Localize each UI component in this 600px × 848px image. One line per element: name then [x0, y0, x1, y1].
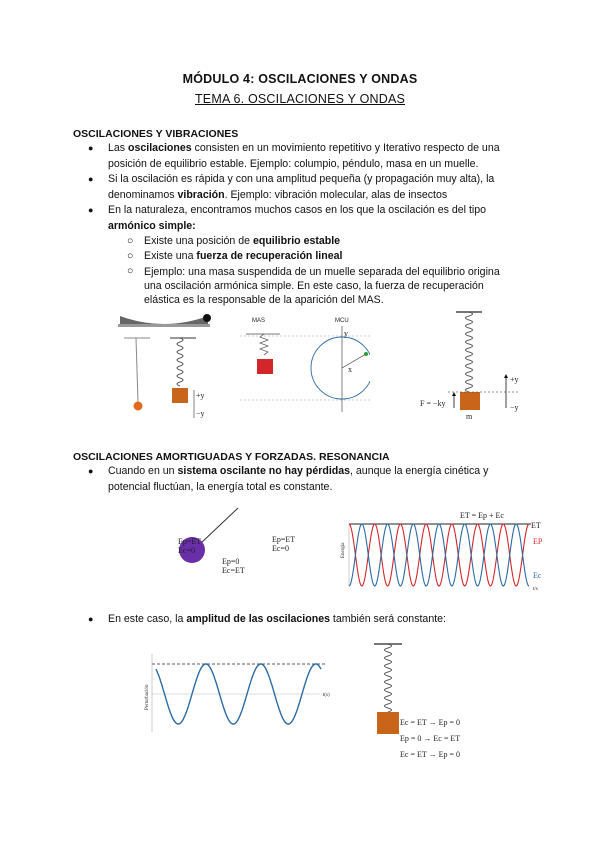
energy-label-top2: Ec=0 — [178, 546, 195, 555]
swing-track — [120, 316, 208, 324]
spring-mass — [172, 388, 188, 403]
swing-ball — [203, 314, 211, 322]
energy-label-bot2: Ec=ET — [222, 566, 245, 575]
text: consisten en un movimiento repetitivo y Iterativo respecto de una — [191, 142, 500, 154]
energy-label-top1: Ep=ET — [178, 537, 202, 546]
text: Ejemplo: una masa suspendida de un muelle separada del equilibrio origina — [144, 266, 500, 278]
bold-text: oscilaciones — [128, 142, 192, 154]
ec-curve — [349, 524, 529, 586]
bold-text: equilibrio estable — [252, 235, 341, 247]
mas-label: MAS — [252, 318, 266, 324]
subbullet-equilibrio — [127, 234, 341, 250]
text: denominamos — [108, 188, 178, 201]
spring-coil — [385, 644, 392, 712]
plus-y-label: +y — [510, 375, 519, 384]
text: , aunque la energía cinética y — [350, 465, 489, 477]
bullet-vibracion — [88, 172, 528, 201]
spring-coil — [177, 338, 183, 386]
bold-text: sistema oscilante no hay pérdidas — [177, 465, 351, 477]
bold-text: vibración — [177, 188, 225, 201]
energy-label-bot1: Ep=0 — [222, 557, 240, 566]
text: también será constante: — [329, 613, 446, 625]
minus-y-label: −y — [510, 403, 519, 412]
subbullet-fuerza — [127, 249, 343, 265]
mcu-x-label: x — [348, 365, 352, 374]
perturbation-label: Perturbación — [145, 684, 150, 710]
text: posición de equilibrio estable. Ejemplo: columpio, péndulo, masa en un muelle. — [108, 157, 479, 170]
bold-text: fuerza de recuperación lineal — [196, 250, 343, 262]
section-heading-oscilaciones: OSCILACIONES Y VIBRACIONES — [73, 128, 239, 140]
et-label: ET — [531, 521, 541, 530]
mcu-y-label: y — [344, 329, 348, 338]
figure-spring-force — [418, 308, 528, 420]
swing-base — [118, 324, 210, 327]
mcu-circle — [311, 337, 370, 399]
ec-label: Ec — [533, 571, 542, 580]
bullet-dot: ● — [88, 614, 94, 624]
text: Existe una posición de — [144, 235, 253, 247]
energy-row-1: Ec = ET → Ep = 0 — [400, 718, 460, 727]
text: En este caso, la — [108, 613, 187, 625]
text: Si la oscilación es rápida y con una amplitud pequeña (y propagación muy alta), la — [108, 173, 495, 185]
ep-label: EP — [533, 537, 543, 546]
spring-coil — [466, 312, 473, 392]
mcu-label: MCU — [335, 318, 349, 324]
bold-text: armónico simple: — [108, 219, 196, 232]
energy-row-3: Ec = ET → Ep = 0 — [400, 750, 460, 759]
text: una oscilación armónica simple. En este caso, la fuerza de recuperación — [144, 280, 484, 292]
pendulum-bob — [134, 402, 143, 411]
bold-text: amplitud de las oscilaciones — [186, 613, 330, 625]
pendulum-string — [136, 338, 138, 402]
t-label: t(s) — [323, 693, 330, 698]
force-label: F = −ky — [420, 399, 446, 408]
minus-y-label: −y — [196, 409, 205, 418]
figure-energy-curves — [335, 506, 550, 592]
bullet-dot: ● — [88, 143, 94, 153]
bullet-naturaleza — [88, 203, 528, 232]
circle-bullet: ○ — [127, 235, 134, 247]
plus-y-label: +y — [196, 391, 205, 400]
text: . Ejemplo: vibración molecular, alas de insectos — [224, 188, 448, 201]
text: Cuando en un — [108, 465, 178, 477]
bullet-dot: ● — [88, 205, 94, 215]
bullet-sin-perdidas — [88, 464, 528, 493]
circle-bullet: ○ — [127, 250, 134, 262]
figure-mas-mcu — [240, 312, 370, 416]
bullet-dot: ● — [88, 174, 94, 184]
text: Las — [108, 142, 129, 154]
pendulum-rod — [200, 508, 238, 544]
section-heading-amortiguadas: OSCILACIONES AMORTIGUADAS Y FORZADAS. RESONANCIA — [73, 451, 390, 463]
mass-block — [377, 712, 399, 734]
figure-constant-amplitude — [140, 650, 340, 736]
energy-equation: ET = Ep + Ec — [460, 511, 504, 520]
time-label: t/s — [533, 587, 538, 592]
mcu-radius — [342, 354, 366, 368]
energy-label-mid1: Ep=ET — [272, 535, 296, 544]
figure-swing-pendulum-spring — [114, 310, 214, 420]
mass-block — [460, 392, 480, 410]
mcu-point — [364, 352, 368, 356]
figure-spring-energy — [360, 640, 500, 766]
energy-label-mid2: Ec=0 — [272, 544, 289, 553]
mas-spring — [260, 334, 268, 355]
ep-curve — [349, 524, 529, 586]
bullet-amplitud — [88, 612, 528, 628]
document-subtitle: TEMA 6. OSCILACIONES Y ONDAS — [194, 92, 406, 106]
figure-pendulum-energy — [170, 504, 320, 584]
text: En la naturaleza, encontramos muchos casos en los que la oscilación es del tipo — [108, 204, 487, 216]
bullet-dot: ● — [88, 466, 94, 476]
energy-row-2: Ep = 0 → Ec = ET — [400, 734, 461, 743]
bullet-oscilaciones — [88, 141, 528, 170]
energy-axis-label: Energía — [341, 542, 346, 558]
text: Existe una — [144, 250, 197, 262]
subbullet-ejemplo — [127, 264, 527, 306]
mas-mass — [257, 359, 273, 374]
text: potencial fluctúan, la energía total es constante. — [108, 480, 333, 493]
circle-bullet: ○ — [127, 265, 134, 277]
document-title: MÓDULO 4: OSCILACIONES Y ONDAS — [182, 72, 418, 86]
text: elástica es la responsable de la aparición del MAS. — [144, 294, 384, 306]
mass-label: m — [466, 412, 473, 420]
